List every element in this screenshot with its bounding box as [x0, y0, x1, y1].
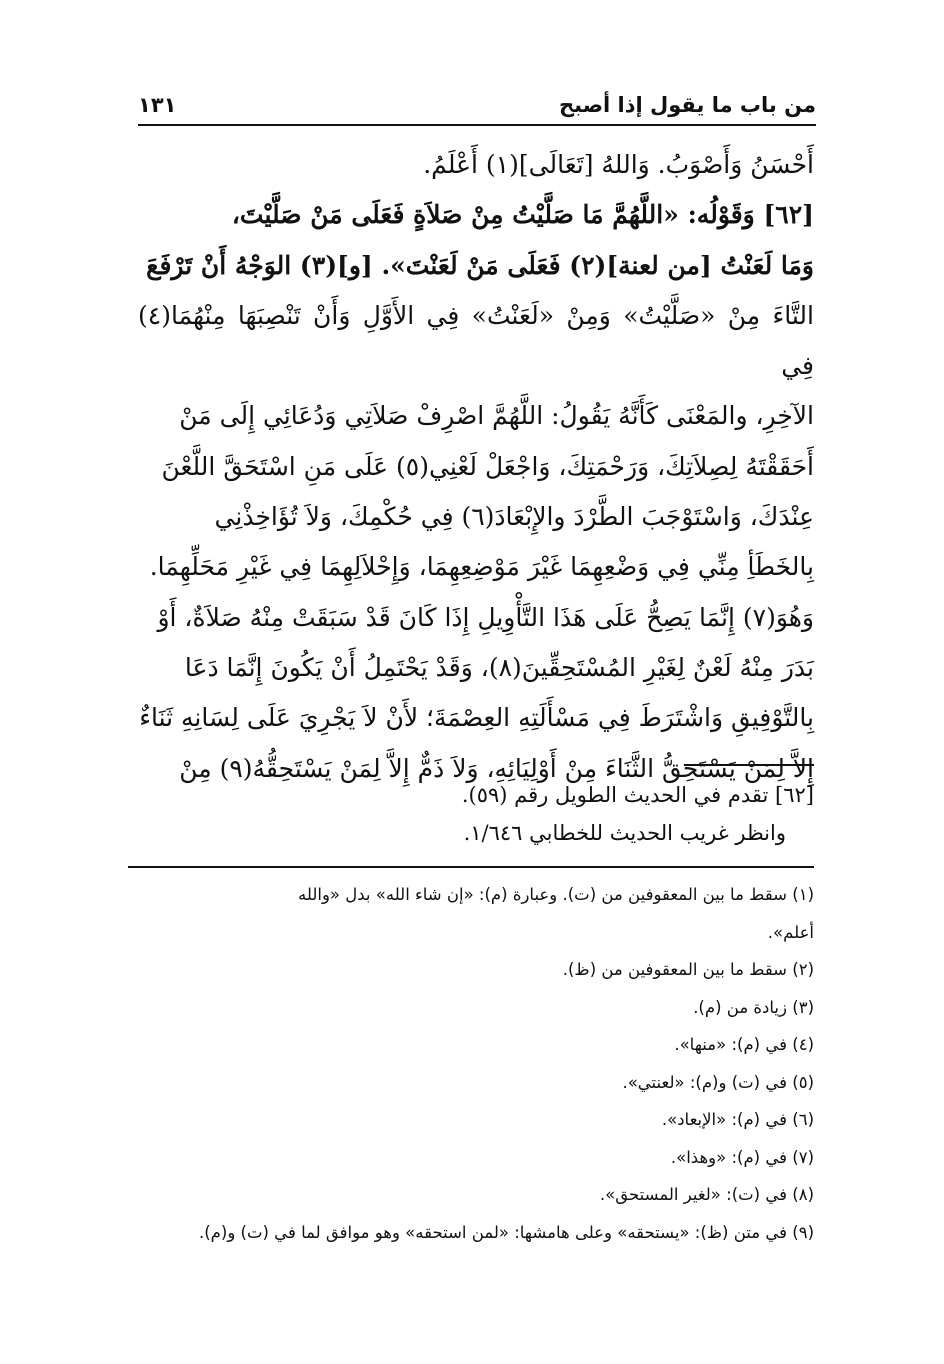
- source-note: وانظر غريب الحديث للخطابي ١/٦٤٦.: [463, 821, 786, 845]
- header-rule: [138, 124, 816, 126]
- text-line: أَحَقَقْتَهُ لِصِلاَتِكَ، وَرَحْمَتِكَ، وَاجْعَلْ لَعْنِي(٥) عَلَى مَنِ اسْتَحَقَّ اللَّعْنَ: [161, 451, 814, 481]
- footnote-9: (٩) في متن (ظ): «يستحقه» وعلى هامشها: «لمن استحقه» وهو موافق لما في (ت) و(م).: [198, 1222, 814, 1242]
- footnote-4: (٤) في (م): «منها».: [674, 1035, 814, 1054]
- section-divider: [684, 764, 814, 766]
- text-line: أَحْسَنُ وَأَصْوَبُ. وَاللهُ [تَعَالَى](١) أَعْلَمُ.: [423, 150, 814, 179]
- text-line: وَهُوَ(٧) إِنَّمَا يَصِحُّ عَلَى هَذَا التَّأْوِيلِ إِذَا كَانَ قَدْ سَبَقَتْ مِنْهُ صَلاَةٌ، أَوْ: [157, 602, 814, 632]
- footnote-8: (٨) في (ت): «لغير المستحق».: [599, 1185, 814, 1204]
- footnotes: [138, 876, 814, 1251]
- footnote-divider: [128, 866, 814, 868]
- footnote-3: (٣) زيادة من (م).: [693, 997, 814, 1017]
- footnote-2: (٢) سقط ما بين المعقوفين من (ظ).: [562, 960, 814, 979]
- text-line: التَّاءَ مِنْ «صَلَّيْتُ» وَمِنْ «لَعَنْتُ» فِي الأَوَّلِ وَأَنْ تَنْصِبَهَا مِنْهُمَا(٤) فِي: [138, 300, 814, 381]
- text-line: الآخِرِ، والمَعْنَى كَأَنَّهُ يَقُولُ: اللَّهُمَّ اصْرِفْ صَلاَتِي وَدُعَائِي إِلَى مَنْ: [179, 401, 814, 431]
- text-line: [٦٢] وَقَوْلُه: «اللَّهُمَّ مَا صَلَّيْتُ مِنْ صَلاَةٍ فَعَلَى مَنْ صَلَّيْتَ،: [231, 200, 814, 230]
- text-line: بِالخَطَأِ مِنِّي فِي وَضْعِهِمَا غَيْرَ مَوْضِعِهِمَا، وَإِحْلاَلِهِمَا فِي غَيْرِ مَحَلِّهِمَا.: [149, 552, 814, 582]
- running-header: [138, 88, 816, 122]
- footnote-7: (٧) في (م): «وهذا».: [670, 1147, 814, 1167]
- footnote-1: (١) سقط ما بين المعقوفين من (ت). وعبارة (م): «إن شاء الله» بدل «والله: [298, 885, 814, 904]
- chapter-title: من باب ما يقول إذا أصبح: [559, 93, 816, 117]
- text-line: بَدَرَ مِنْهُ لَعْنٌ لِغَيْرِ المُسْتَحِقِّينَ(٨)، وَقَدْ يَحْتَمِلُ أَنْ يَكُونَ إِنَّمَا دَعَا: [184, 652, 814, 682]
- text-line: وَمَا لَعَنْتُ [من لعنة](٢) فَعَلَى مَنْ لَعَنْتَ». [و](٣) الوَجْهُ أَنْ تَرْفَعَ: [146, 250, 814, 280]
- main-text: [138, 140, 814, 794]
- page-number: ١٣١: [138, 93, 177, 117]
- footnote-5: (٥) في (ت) و(م): «لعنتي».: [622, 1072, 814, 1092]
- text-line: إِلاَّ لِمَنْ يَسْتَحِقُّ الثَّنَاءَ مِنْ أَوْلِيَائِهِ، وَلاَ ذَمٌّ إِلاَّ لِمَنْ يَسْتَحِقُّهُ(٩) مِنْ: [179, 753, 814, 783]
- source-note: [٦٢] تقدم في الحديث الطويل رقم (٥٩).: [461, 783, 814, 807]
- text-line: عِنْدَكَ، وَاسْتَوْجَبَ الطَّرْدَ والإِبْعَادَ(٦) فِي حُكْمِكَ، وَلاَ تُؤَاخِذْنِي: [214, 502, 814, 532]
- footnote-6: (٦) في (م): «الإبعاد».: [661, 1110, 814, 1129]
- source-notes: [138, 776, 814, 852]
- text-line: بِالتَّوْفِيقِ وَاشْتَرَطَ فِي مَسْأَلَتِهِ العِصْمَةَ؛ لأَنْ لاَ يَجْرِيَ عَلَى لِسَانِهِ ثَنَاءٌ: [139, 703, 814, 733]
- footnote-1-continuation: أعلم».: [767, 922, 814, 942]
